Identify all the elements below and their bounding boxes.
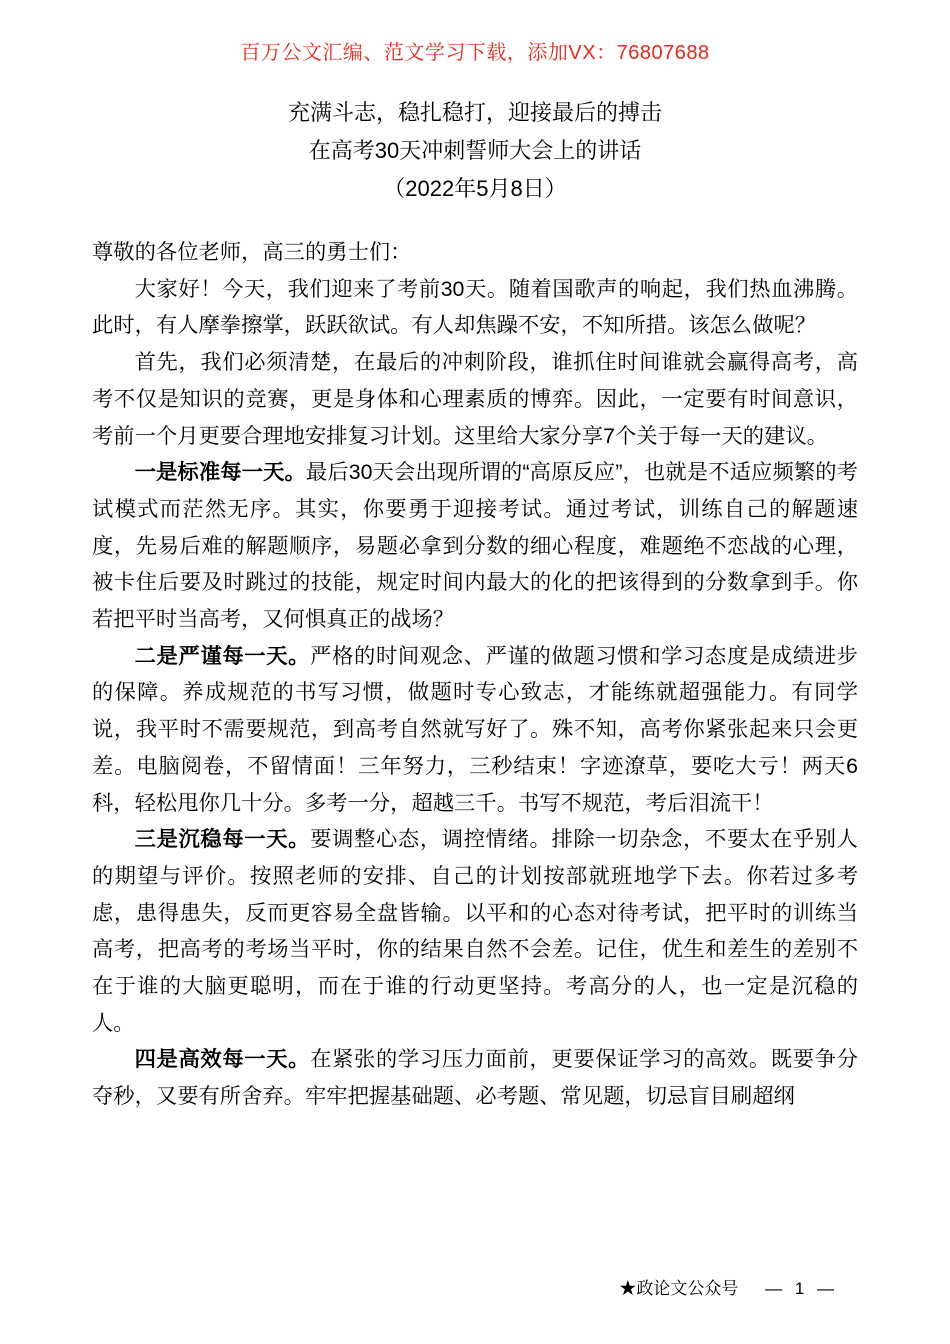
page-footer [619, 1278, 838, 1300]
body-paragraph: 大家好！今天，我们迎来了考前30天。随着国歌声的响起，我们热血沸腾。此时，有人摩拳擦掌，跃跃欲试。有人却焦躁不安，不知所措。该怎么做呢？ [92, 276, 858, 338]
footer-brand: ★政论文公众号 [619, 1279, 739, 1298]
document-subtitle: 在高考30天冲刺誓师大会上的讲话 [308, 138, 642, 163]
header-notice: 百万公文汇编、范文学习下载，添加VX：76807688 [240, 42, 710, 64]
paragraph-lead: 四是高效每一天。 [134, 1047, 311, 1072]
salutation: 尊敬的各位老师，高三的勇士们： [92, 240, 412, 264]
document-date: （2022年5月8日） [383, 176, 567, 201]
body-paragraph: 一是标准每一天。最后30天会出现所谓的“高原反应”，也就是不适应频繁的考试模式而茫然无序。其实，你要勇于迎接考试。通过考试，训练自己的解题速度，先易后难的解题顺序，易题必拿到分数的细心程度，难题绝不恋战的心理，被卡住后要及时跳过的技能，规定时间内最大的化的把该得到的分数拿到手。你若把平时当高考，又何惧真正的战场？ [92, 460, 858, 632]
body-paragraph: 首先，我们必须清楚，在最后的冲刺阶段，谁抓住时间谁就会赢得高考，高考不仅是知识的竞赛，更是身体和心理素质的博弈。因此，一定要有时间意识，考前一个月更要合理地安排复习计划。这里给大家分享7个关于每一天的建议。 [92, 350, 858, 448]
document-title: 充满斗志，稳扎稳打，迎接最后的搏击 [287, 100, 662, 125]
paragraph-lead: 一是标准每一天。 [134, 460, 306, 485]
title-block [0, 94, 950, 208]
body-paragraph: 二是严谨每一天。严格的时间观念、严谨的做题习惯和学习态度是成绩进步的保障。养成规范的书写习惯，做题时专心致志，才能练就超强能力。有同学说，我平时不需要规范，到高考自然就写好了。殊不知，高考你紧张起来只会更差。电脑阅卷，不留情面！三年努力，三秒结束！字迹潦草，要吃大亏！两天6科，轻松甩你几十分。多考一分，超越三千。书写不规范，考后泪流干！ [92, 643, 858, 815]
body-paragraph: 三是沉稳每一天。要调整心态，调控情绪。排除一切杂念，不要太在乎别人的期望与评价。按照老师的安排、自己的计划按部就班地学下去。你若过多考虑，患得患失，反而更容易全盘皆输。以平和的心态对待考试，把平时的训练当高考，把高考的考场当平时，你的结果自然不会差。记住，优生和差生的差别不在于谁的大脑更聪明，而在于谁的行动更坚持。考高分的人，也一定是沉稳的人。 [92, 827, 858, 1035]
document-body [92, 234, 858, 1115]
paragraph-lead: 三是沉稳每一天。 [134, 827, 311, 852]
paragraph-container [92, 271, 858, 1115]
page-number: — 1 — [765, 1279, 838, 1298]
body-paragraph: 四是高效每一天。在紧张的学习压力面前，更要保证学习的高效。既要争分夺秒，又要有所舍弃。牢牢把握基础题、必考题、常见题，切忌盲目刷超纲 [92, 1047, 858, 1109]
paragraph-lead: 二是严谨每一天。 [134, 643, 311, 668]
